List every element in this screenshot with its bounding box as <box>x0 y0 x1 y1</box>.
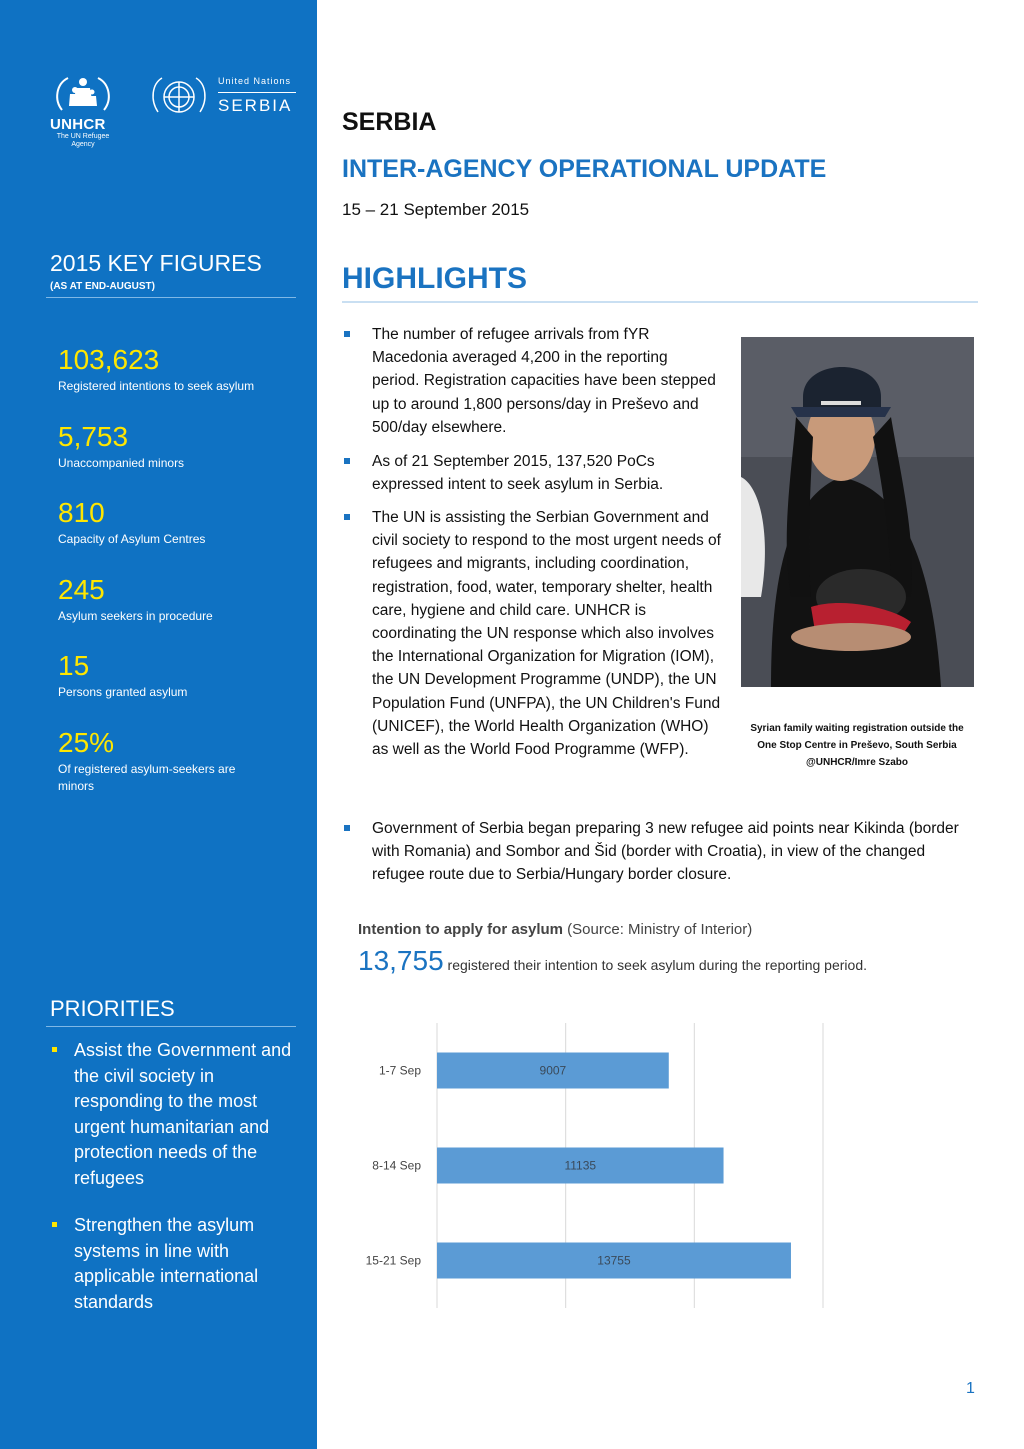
highlight-item: As of 21 September 2015, 137,520 PoCs expressed intent to seek asylum in Serbia. <box>372 453 664 494</box>
chart-data-label: 13755 <box>597 1253 631 1268</box>
highlight-item: The UN is assisting the Serbian Government and civil society to respond to the most urgent needs of refugees and migrants, including coordination, registration, food, water, temporary shelter, health care, hygiene and child care. UNHCR is coordinating the UN response which also involves the International Organization for Migration (IOM), the UN Development Programme (UNDP), the UN Population Fund (UNFPA), the UN Children's Fund (UNICEF), the World Health Organization (WHO) as well as the World Food Programme (WFP). <box>372 509 721 759</box>
unhcr-emblem-icon <box>48 70 118 116</box>
priority-item <box>50 1038 295 1191</box>
bullet-icon <box>344 514 350 520</box>
logo-area <box>48 70 300 155</box>
asylum-intro-source: (Source: Ministry of Interior) <box>563 921 753 938</box>
key-figure <box>58 728 258 795</box>
chart-category-label: 15-21 Sep <box>365 1253 421 1268</box>
key-figure-value: 245 <box>58 574 105 605</box>
asylum-summary <box>358 945 867 977</box>
bullet-icon <box>344 825 350 831</box>
country-title: SERBIA <box>342 108 437 136</box>
key-figure-label: Registered intentions to seek asylum <box>58 379 255 393</box>
report-date: 15 – 21 September 2015 <box>342 200 530 219</box>
asylum-intro-bold: Intention to apply for asylum <box>358 921 564 938</box>
highlight-item: The number of refugee arrivals from fYR Macedonia averaged 4,200 in the reporting period. Registration capacities have been stepped up to around 1,800 persons/day in Preševo and 500/day elsewhere. <box>372 326 716 436</box>
chart-data-label: 11135 <box>564 1158 597 1173</box>
priority-text: Strengthen the asylum systems in line with applicable international standards <box>74 1215 259 1312</box>
unhcr-logo <box>48 70 118 155</box>
key-figure <box>58 498 288 548</box>
divider <box>46 297 296 298</box>
asylum-bar-chart <box>340 1018 840 1318</box>
unhcr-wordmark: UNHCR <box>50 116 106 133</box>
bullet-icon <box>344 458 350 464</box>
key-figure-value: 103,623 <box>58 344 160 375</box>
highlights-title: HIGHLIGHTS <box>342 262 527 295</box>
priority-text: Assist the Government and the civil society in responding to the most urgent humanitarian and protection needs of the refugees <box>74 1040 292 1188</box>
key-figures-title: 2015 KEY FIGURES <box>50 250 262 276</box>
divider <box>218 92 296 93</box>
key-figure-label: Unaccompanied minors <box>58 456 185 470</box>
page-number: 1 <box>966 1380 975 1397</box>
priorities-list <box>50 1038 295 1337</box>
un-emblem-icon <box>148 72 210 124</box>
unhcr-tagline: The UN Refugee Agency <box>56 133 110 148</box>
key-figure-value: 810 <box>58 497 105 528</box>
highlight-item: Government of Serbia began preparing 3 new refugee aid points near Kikinda (border with Romania) and Sombor and Šid (border with Croatia), in view of the changed refugee route due to Serbia/Hungary border closure. <box>372 820 959 884</box>
un-text: United Nations <box>218 76 292 86</box>
key-figure-value: 5,753 <box>58 421 129 452</box>
key-figure-value: 15 <box>58 650 90 681</box>
key-figure <box>58 345 288 395</box>
key-figure-label: Capacity of Asylum Centres <box>58 532 206 546</box>
bullet-icon <box>344 331 350 337</box>
asylum-intro <box>358 921 752 938</box>
divider <box>342 301 978 303</box>
key-figure-value: 25% <box>58 727 115 758</box>
priorities-title: PRIORITIES <box>50 996 175 1021</box>
key-figure <box>58 575 288 625</box>
photo-illustration <box>741 337 974 687</box>
refugee-photo <box>741 337 974 687</box>
asylum-summary-text: registered their intention to seek asylum during the reporting period. <box>443 957 867 973</box>
key-figure-label: Asylum seekers in procedure <box>58 609 213 623</box>
key-figure <box>58 422 288 472</box>
report-title: INTER-AGENCY OPERATIONAL UPDATE <box>342 155 827 183</box>
bullet-icon <box>52 1047 57 1052</box>
un-serbia-wordmark: SERBIA <box>218 96 293 115</box>
key-figure <box>58 651 288 701</box>
key-figures-subtitle: (AS AT END-AUGUST) <box>50 281 155 292</box>
key-figure-label: Persons granted asylum <box>58 685 188 699</box>
chart-data-label: 9007 <box>539 1063 567 1078</box>
photo-caption: Syrian family waiting registration outside the One Stop Centre in Preševo, South Serbia @UNHCR/Imre Szabo <box>750 723 964 768</box>
chart-category-label: 8-14 Sep <box>372 1158 421 1173</box>
bullet-icon <box>52 1222 57 1227</box>
divider <box>46 1026 296 1027</box>
sidebar <box>0 0 317 1449</box>
chart-category-label: 1-7 Sep <box>378 1063 421 1078</box>
priority-item <box>50 1213 295 1315</box>
asylum-total-number: 13,755 <box>358 945 444 976</box>
key-figure-label: Of registered asylum-seekers are minors <box>58 762 236 793</box>
